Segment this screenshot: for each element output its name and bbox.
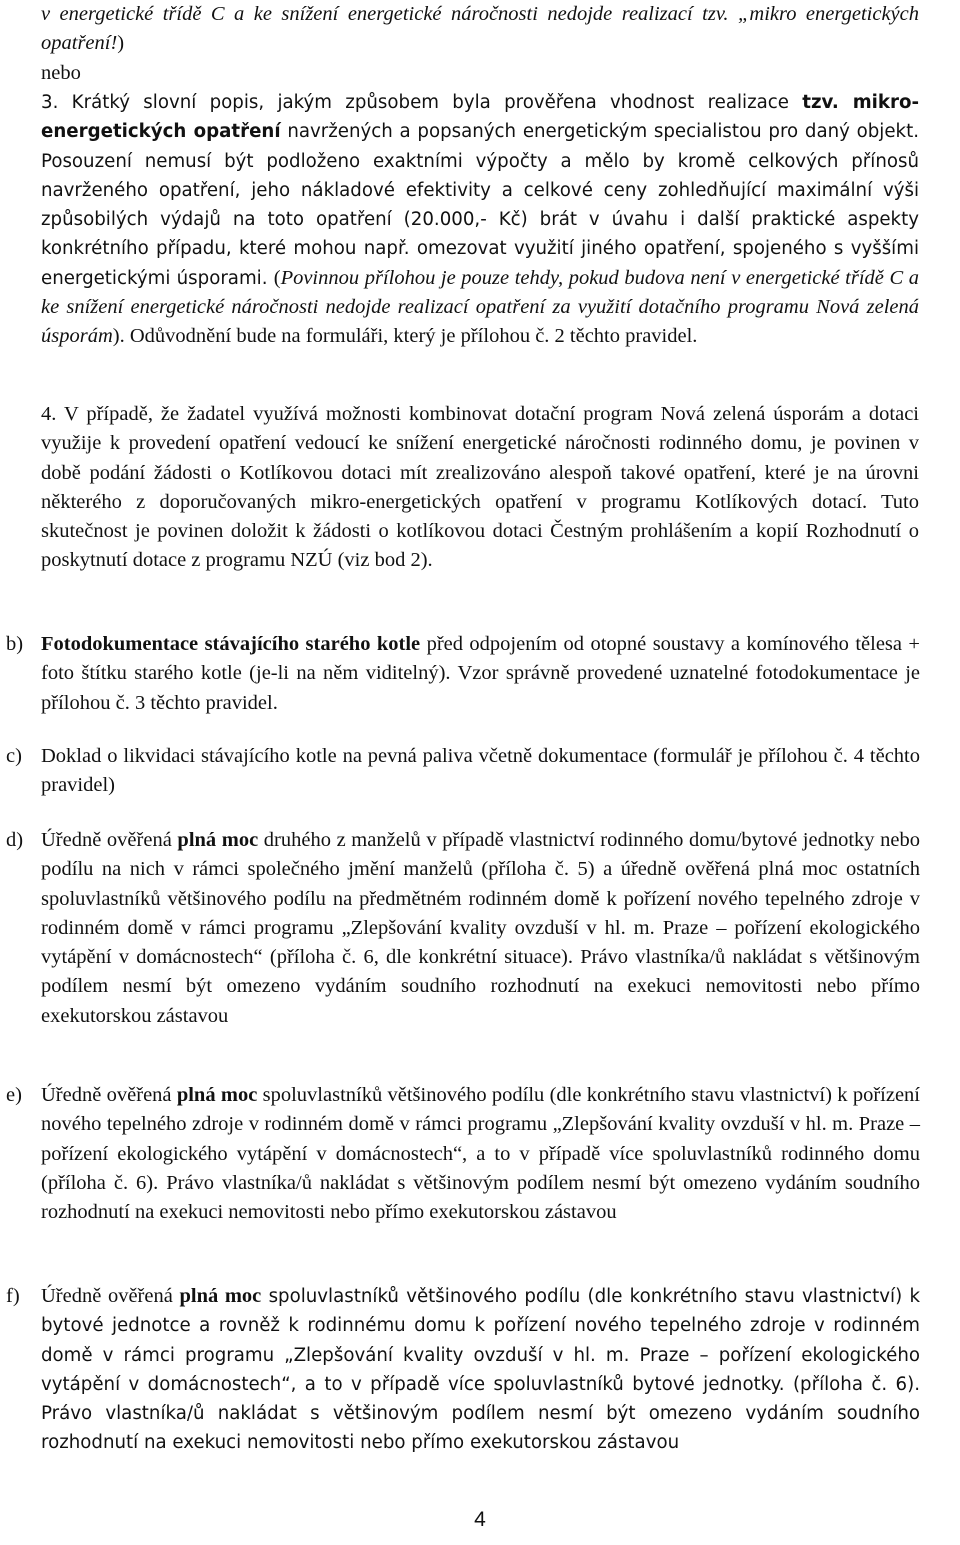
item-3-italic: Povinnou přílohou je pouze tehdy, pokud budova není v energetické třídě C a ke snížení energetické náročnosti nedojde realizací opatření za využití dotačního programu Nová zelená úsporám [41, 266, 919, 348]
item-b-text [41, 630, 920, 718]
item-c-label: c) [6, 745, 22, 767]
item-4-number: 4. [41, 403, 57, 425]
item-4-paragraph [41, 400, 919, 576]
item-b-bold: Fotodokumentace stávajícího starého kotle [41, 633, 421, 655]
item-e-label: e) [6, 1084, 22, 1106]
item-3-paragraph [41, 88, 919, 352]
item-e-bold: plná moc [176, 1084, 258, 1106]
item-d-text [41, 826, 920, 1031]
item-3-text-c: navržených a popsaných energetickým specialistou pro daný objekt. Posouzení nemusí být podloženo exaktními výpočty a mělo by kromě celkových přínosů navrženého opatření, jeho nákladové efektivity a celkové ceny zohledňující maximální výši způsobilých výdajů na toto opatření (20.000,- Kč) brát v úvahu i další praktické aspekty konkrétního případu, které mohou např. omezovat využití jiného opatření, spojeného s vyššími energetickými úsporami. [41, 121, 919, 289]
item-f-text-b: spoluvlastníků většinového podílu (dle konkrétního stavu vlastnictví) k bytové jednotce a rovněž k rodinnému domu k pořízení nového tepelného zdroje v rodinném domě v rámci programu „Zlepšování kvality ovzduší v hl. m. Praze – pořízení ekologického vytápění v domácnostech“, a to v případě více spoluvlastníků bytové jednotky. (příloha č. 6). Právo vlastníka/ů nakládat s většinovým podílem nesmí být omezeno vydáním soudního rozhodnutí na exekuci nemovitosti nebo přímo exekutorskou zástavou [41, 1286, 921, 1454]
item-f-text-a: Úředně ověřená [41, 1285, 180, 1307]
item-e-text-a: Úředně ověřená [41, 1084, 177, 1106]
item-f-bold: plná moc [179, 1285, 262, 1307]
item-3-text-a: Krátký slovní popis, jakým způsobem byla prověřena vhodnost realizace [71, 92, 803, 113]
intro-paragraph [41, 0, 919, 59]
intro-italic: v energetické třídě C a ke snížení energetické náročnosti nedojde realizací tzv. „mikro energetických opatření! [41, 3, 919, 55]
item-f-text [41, 1282, 920, 1458]
item-e-text [41, 1081, 920, 1227]
item-d-text-b: druhého z manželů v případě vlastnictví rodinného domu/bytové jednotky nebo podílu na nich v rámci společného jmění manželů (příloha č. 5) a úředně ověřená plná moc ostatních spoluvlastníků většinového podílu na předmětném rodinném domě k pořízení nového tepelného zdroje v rodinném domě v rámci programu „Zlepšování kvality ovzduší v hl. m. Praze – pořízení ekologického vytápění v domácnostech“ (příloha č. 6, dle konkrétní situace). Právo vlastníka/ů nakládat s většinovým podílem nesmí být omezeno vydáním soudního rozhodnutí na exekuci nemovitosti nebo přímo exekutorskou zástavou [41, 829, 920, 1027]
item-3-paren: ( [273, 266, 281, 289]
item-4-text: V případě, že žadatel využívá možnosti kombinovat dotační program Nová zelená úsporám a dotaci využije k provedení opatření vedoucí ke snížení energetické náročnosti rodinného domu, je povinen v době podání žádosti o Kotlíkovou dotaci mít zrealizováno alespoň takové opatření, které je na úrovni některého z doporučovaných mikro-energetických opatření v programu Kotlíkových dotací. Tuto skutečnost je povinen doložit k žádosti o kotlíkovou dotaci Čestným prohlášením a kopií Rozhodnutí o poskytnutí dotace z programu NZÚ (viz bod 2). [41, 403, 919, 572]
item-d-text-a: Úředně ověřená [41, 829, 178, 851]
nebo-line: nebo [41, 62, 81, 84]
item-d-bold: plná moc [177, 829, 259, 851]
item-e-text-b: spoluvlastníků většinového podílu (dle konkrétního stavu vlastnictví) k pořízení nového tepelného zdroje v rodinném domě v rámci programu „Zlepšování kvality ovzduší v hl. m. Praze – pořízení ekologického vytápění v domácnostech“, a to v případě více spoluvlastníků rodinného domu (příloha č. 6). Právo vlastníka/ů nakládat s většinovým podílem nesmí být omezeno vydáním soudního rozhodnutí na exekuci nemovitosti nebo přímo exekutorskou zástavou [41, 1084, 920, 1224]
item-3-number: 3. [41, 92, 59, 113]
item-3-bold: tzv. mikro-energetických opatření [41, 92, 919, 143]
intro-close: ) [117, 32, 125, 55]
item-d-label: d) [6, 829, 24, 851]
page-number: 4 [474, 1508, 486, 1531]
item-f-label: f) [6, 1285, 20, 1307]
item-b-rest: před odpojením od otopné soustavy a komínového tělesa + foto štítku starého kotle (je-li na něm viditelný). Vzor správně provedené uznatelné fotodokumentace je přílohou č. 3 těchto pravidel. [41, 633, 920, 714]
item-b-label: b) [6, 633, 24, 655]
item-c-text: Doklad o likvidaci stávajícího kotle na pevná paliva včetně dokumentace (formulář je přílohou č. 4 těchto pravidel) [41, 745, 920, 797]
item-3-text-f: ). Odůvodnění bude na formuláři, který je přílohou č. 2 těchto pravidel. [112, 325, 698, 348]
